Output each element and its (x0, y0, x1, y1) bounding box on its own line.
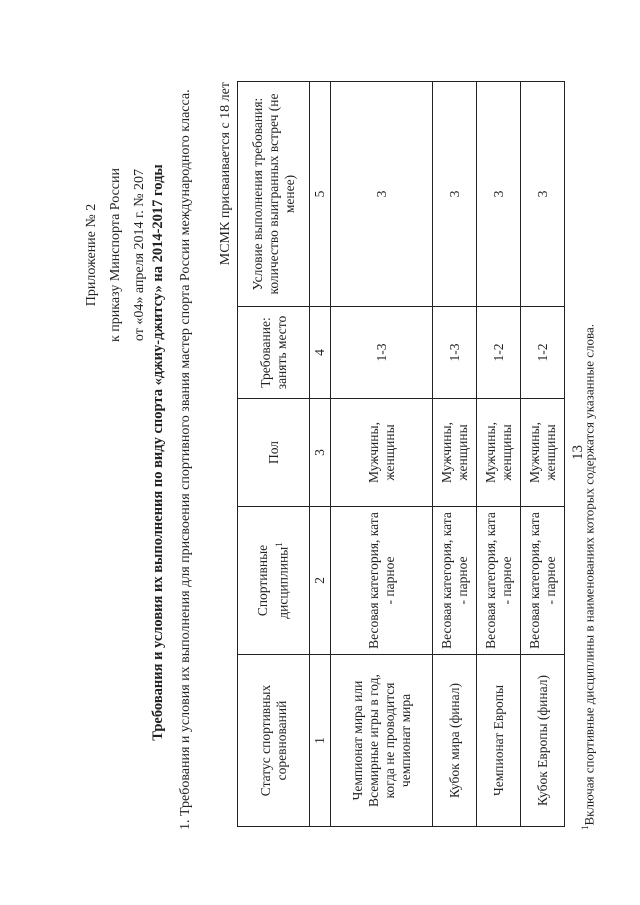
footnote (580, 324, 597, 830)
cell-gender: Мужчины, женщины (521, 399, 565, 507)
cell-status: Чемпионат Европы (477, 655, 521, 827)
col-number: 3 (310, 399, 331, 507)
column-number-row (310, 82, 331, 827)
header-status: Статус спортивных соревнований (238, 655, 310, 827)
cell-gender: Мужчины, женщины (477, 399, 521, 507)
footnote-text: Включая спортивные дисциплины в наименованиях которых содержатся указанные слова. (581, 324, 597, 826)
header-place: Требование: занять место (238, 307, 310, 399)
table-row (477, 82, 521, 827)
col-number: 1 (310, 655, 331, 827)
table-row (331, 82, 433, 827)
cell-wins: 3 (477, 82, 521, 307)
cell-place: 1-2 (477, 307, 521, 399)
cell-wins: 3 (521, 82, 565, 307)
header-wins: Условие выполнения требования: количество выигранных встреч (не менее) (238, 82, 310, 307)
table-row (433, 82, 477, 827)
cell-wins: 3 (433, 82, 477, 307)
appendix-block (80, 105, 152, 405)
cell-discipline: Весовая категория, ката - парное (433, 507, 477, 655)
cell-discipline: Весовая категория, ката - парное (521, 507, 565, 655)
cell-place: 1-2 (521, 307, 565, 399)
header-gender: Пол (238, 399, 310, 507)
header-disciplines (238, 507, 310, 655)
requirements-table (237, 81, 565, 827)
cell-place: 1-3 (331, 307, 433, 399)
cell-status: Чемпионат мира или Всемирные игры в год, когда не проводится чемпионат мира (331, 655, 433, 827)
col-number: 4 (310, 307, 331, 399)
document-title: Требования и условия их выполнения по виду спорта «джиу-джитсу» на 2014-2017 годы (150, 164, 166, 741)
intro-paragraph: 1. Требования и условия их выполнения для присвоения спортивного звания мастер спорта России международного класса. (178, 89, 193, 830)
cell-discipline: Весовая категория, ката - парное (331, 507, 433, 655)
col-number: 5 (310, 82, 331, 307)
col-number: 2 (310, 507, 331, 655)
page-number: 13 (570, 445, 586, 460)
footnote-marker-ref: 1 (274, 542, 285, 547)
appendix-line-2: к приказу Минспорта России (108, 168, 123, 342)
cell-status: Кубок мира (финал) (433, 655, 477, 827)
cell-place: 1-3 (433, 307, 477, 399)
cell-gender: Мужчины, женщины (433, 399, 477, 507)
appendix-line-3: от «04» апреля 2014 г. № 207 (132, 168, 147, 342)
appendix-line-1: Приложение № 2 (84, 203, 99, 307)
cell-gender: Мужчины, женщины (331, 399, 433, 507)
footnote-marker: 1 (580, 825, 590, 830)
table-row (521, 82, 565, 827)
msmk-age-note: МСМК присваивается с 18 лет (218, 82, 233, 266)
cell-wins: 3 (331, 82, 433, 307)
cell-discipline: Весовая категория, ката - парное (477, 507, 521, 655)
table-header-row (238, 82, 310, 827)
cell-status: Кубок Европы (финал) (521, 655, 565, 827)
header-disciplines-text: Спортивные дисциплины (255, 544, 291, 619)
